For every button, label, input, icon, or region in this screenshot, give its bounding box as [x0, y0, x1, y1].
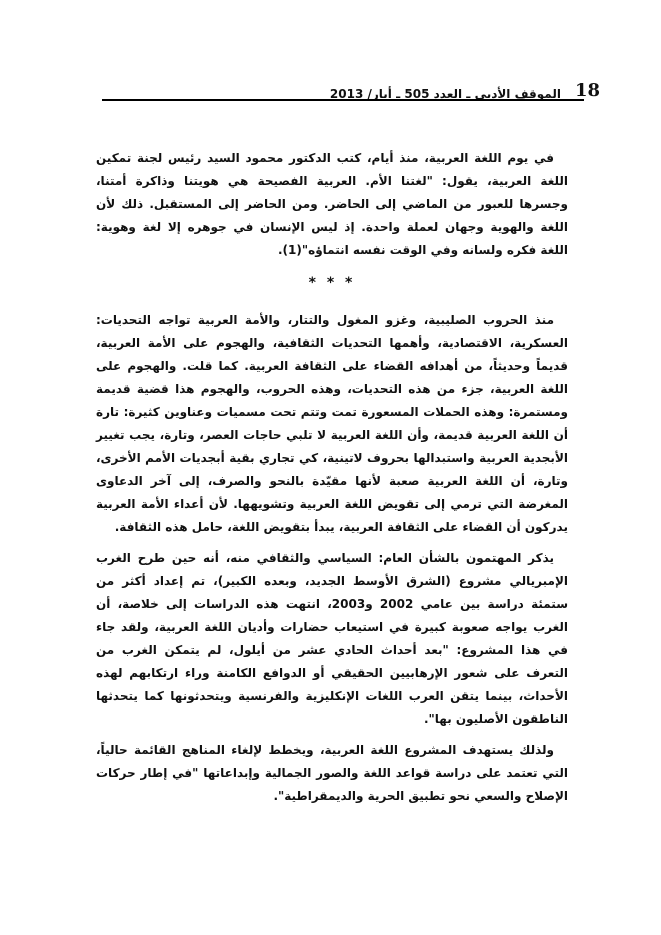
- page-number: 18: [574, 80, 600, 101]
- article-body: [96, 147, 568, 808]
- journal-issue-title: الموقف الأدبي ـ العدد 505 ـ أيار/ 2013: [329, 87, 561, 101]
- section-separator: * * *: [308, 275, 356, 291]
- header-rule: [102, 99, 584, 101]
- paragraph-1: في يوم اللغة العربية، منذ أيام، كتب الدكتور محمود السيد رئيس لجنة تمكين اللغة العربية، يقول: "لغتنا الأم. العربية الفصيحة هي هويتنا وذاكرة أمتنا، وجسرها للعبور من الماضي إلى الحاضر. ومن الحاضر إلى المستقبل. ذلك لأن اللغة والهوية وجهان لعملة واحدة. إذ ليس الإنسان في جوهره إلا لغة وهوية: اللغة فكره ولسانه وفي الوقت نفسه انتماؤه"(1).: [96, 151, 568, 257]
- paragraph-2: منذ الحروب الصليبية، وغزو المغول والتتار، والأمة العربية تواجه التحديات: العسكرية، الاقتصادية، وأهمها التحديات الثقافية، والهجوم على الأمة العربية، قديماً وحديثاً، من أهدافه القضاء على الثقافة العربية. كما قلت. والهجوم على اللغة العربية، جزء من هذه التحديات، وهذه الحروب، والهجوم هذا قضية قديمة ومستمرة: وهذه الحملات المسعورة تمت وتتم تحت مسميات وعناوين كثيرة: تارة أن اللغة العربية قديمة، وأن اللغة العربية لا تلبي حاجات العصر، وتارة، يجب تغيير الأبجدية العربية واستبدالها بحروف لاتينية، كي تجاري بقية أبجديات الأمم الأخرى، وتارة، أن اللغة العربية صعبة لأنها مقيّدة بالنحو والصرف، إلى آخر الدعاوى المغرضة التي ترمي إلى تقويض اللغة العربية وتشويهها. لأن أعداء الأمة العربية يدركون أن القضاء على الثقافة العربية، يبدأ بتقويض اللغة، حامل هذه الثقافة.: [96, 313, 568, 534]
- page-header: [100, 80, 600, 101]
- paragraph-4: ولذلك يستهدف المشروع اللغة العربية، ويخطط لإلغاء المناهج القائمة حالياً، التي تعتمد على دراسة قواعد اللغة والصور الجمالية وإبداعاتها "في إطار حركات الإصلاح والسعي نحو تطبيق الحرية والديمقراطية".: [96, 743, 568, 803]
- paragraph-3: يذكر المهتمون بالشأن العام: السياسي والثقافي منه، أنه حين طرح الغرب الإمبريالي مشروع (الشرق الأوسط الجديد، وبعده الكبير)، تم إعداد أكثر من ستمئة دراسة بين عامي 2002 و2003، انتهت هذه الدراسات إلى خلاصة، أن الغرب يواجه صعوبة كبيرة في استيعاب حضارات وأديان اللغة العربية، ولقد جاء في هذا المشروع: "بعد أحداث الحادي عشر من أيلول، لم يتمكن الغرب من التعرف على شعور الإرهابيين الحقيقي أو الدوافع الكامنة وراء ارتكابهم لهذه الأحداث، بينما يتقن العرب اللغات الإنكليزية والفرنسية ويتحدثونها كما يتحدثها الناطقون الأصليون بها".: [96, 551, 568, 726]
